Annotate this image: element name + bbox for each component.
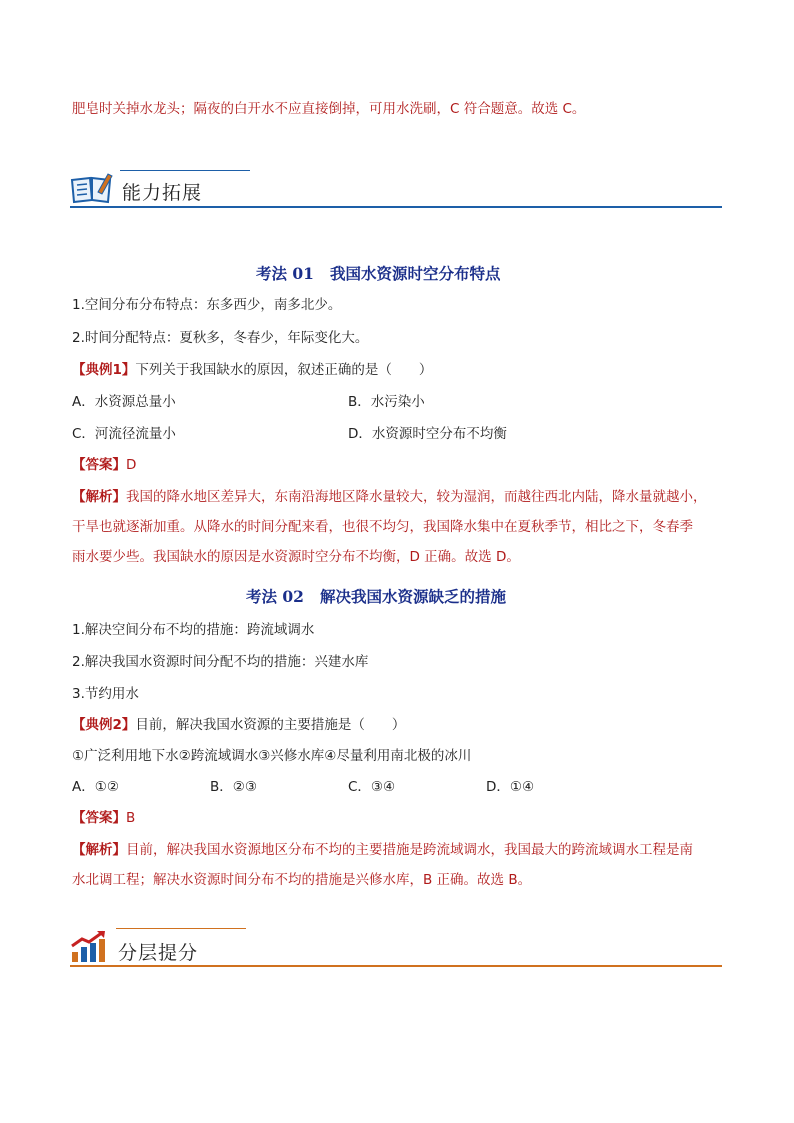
example-label: 【典例1】 (72, 362, 136, 378)
section-overline (116, 928, 246, 929)
answer-2 (72, 809, 135, 827)
topic-heading-1 (256, 262, 500, 284)
section-rule (70, 206, 722, 208)
analysis-text: 目前，解决我国水资源地区分布不均的主要措施是跨流域调水，我国最大的跨流域调水工程是南 (126, 842, 693, 858)
analysis-label: 【解析】 (72, 842, 126, 858)
topic-number: 考法 01 (256, 264, 314, 283)
analysis-2-line-2: 水北调工程；解决水资源时间分布不均的措施是兴修水库，B 正确。故选 B。 (72, 872, 532, 888)
answer-1 (72, 456, 136, 474)
example-question: 目前，解决我国水资源的主要措施是（ ） (135, 717, 406, 733)
topic-number: 考法 02 (246, 587, 304, 606)
topic2-point-2: 2.解决我国水资源时间分配不均的措施：兴建水库 (72, 654, 369, 670)
option-d: D．①④ (486, 779, 535, 795)
answer-label: 【答案】 (72, 457, 126, 473)
analysis-1-line-2: 干旱也就逐渐加重。从降水的时间分配来看，也很不均匀，我国降水集中在夏秋季节，相比之下，冬春季 (72, 519, 693, 535)
section-rule (70, 965, 722, 967)
example-2-question (72, 716, 405, 734)
analysis-label: 【解析】 (72, 489, 126, 505)
option-b: B．水污染小 (348, 394, 425, 410)
section-header-ability (70, 170, 720, 210)
topic-title: 我国水资源时空分布特点 (329, 264, 501, 283)
section-overline (120, 170, 250, 171)
bar-chart-icon (70, 930, 108, 964)
option-a: A．①② (72, 779, 119, 795)
section-title: 分层提分 (118, 942, 199, 964)
example-label: 【典例2】 (72, 717, 136, 733)
example-question: 下列关于我国缺水的原因，叙述正确的是（ ） (135, 362, 433, 378)
option-c: C．河流径流量小 (72, 426, 176, 442)
intro-text: 肥皂时关掉水龙头；隔夜的白开水不应直接倒掉，可用水洗刷，C 符合题意。故选 C。 (72, 101, 586, 117)
example-2-choices: ①广泛利用地下水②跨流域调水③兴修水库④尽量利用南北极的冰川 (72, 748, 472, 764)
topic1-point-1: 1.空间分布分布特点：东多西少，南多北少。 (72, 297, 342, 313)
example-1-question (72, 361, 432, 379)
section-title: 能力拓展 (122, 182, 203, 204)
topic1-point-2: 2.时间分配特点：夏秋多，冬春少，年际变化大。 (72, 330, 369, 346)
answer-label: 【答案】 (72, 810, 126, 826)
analysis-2-line-1 (72, 841, 693, 859)
section-header-tiered (70, 928, 720, 970)
answer-value: B (126, 810, 136, 826)
book-icon (70, 172, 114, 204)
option-c: C．③④ (348, 779, 396, 795)
topic-heading-2 (246, 585, 506, 607)
topic-title: 解决我国水资源缺乏的措施 (319, 587, 506, 606)
analysis-1-line-1 (72, 488, 707, 506)
topic2-point-1: 1.解决空间分布不均的措施：跨流域调水 (72, 622, 315, 638)
answer-value: D (126, 457, 137, 473)
option-a: A．水资源总量小 (72, 394, 176, 410)
analysis-1-line-3: 雨水要少些。我国缺水的原因是水资源时空分布不均衡，D 正确。故选 D。 (72, 549, 520, 565)
option-b: B．②③ (210, 779, 257, 795)
topic2-point-3: 3.节约用水 (72, 686, 139, 702)
analysis-text: 我国的降水地区差异大，东南沿海地区降水量较大，较为湿润，而越往西北内陆，降水量就越小， (126, 489, 707, 505)
option-d: D．水资源时空分布不均衡 (348, 426, 507, 442)
